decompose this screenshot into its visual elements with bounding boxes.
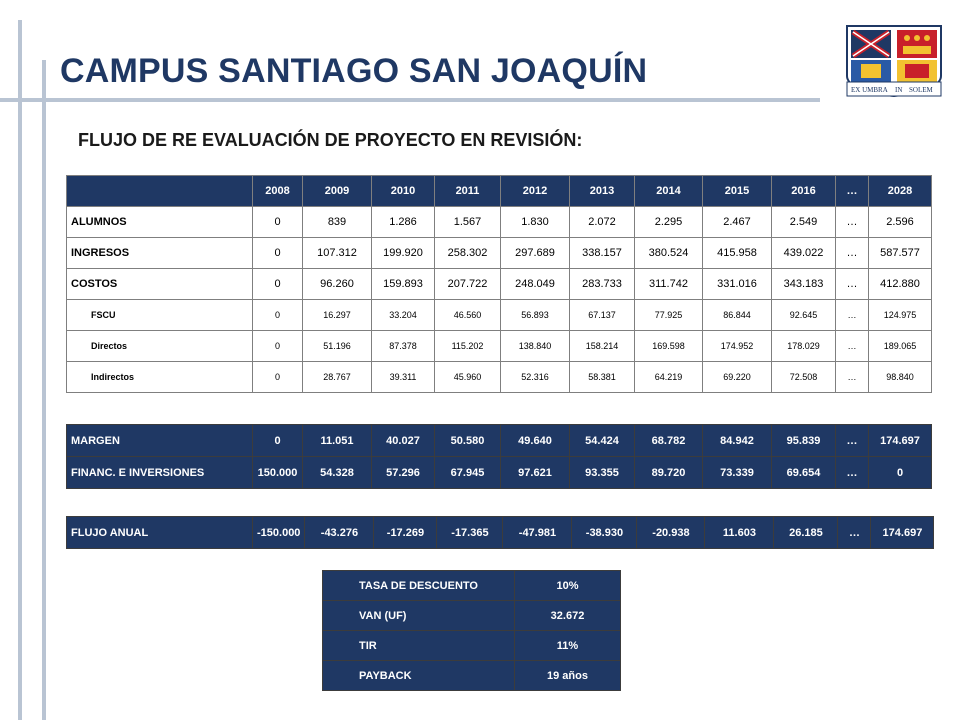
table-cell: … — [836, 425, 869, 457]
table-cell: 258.302 — [435, 238, 501, 269]
table-cell: 0 — [253, 425, 303, 457]
row-label: MARGEN — [67, 425, 253, 457]
summary-label: PAYBACK — [323, 661, 515, 691]
decor-vertical-bar-1 — [18, 20, 22, 720]
table-cell: 40.027 — [372, 425, 435, 457]
table-cell: 283.733 — [570, 269, 635, 300]
table-cell: 28.767 — [303, 362, 372, 393]
row-label: FSCU — [67, 300, 253, 331]
table-cell: 77.925 — [635, 300, 703, 331]
table-cell: 93.355 — [570, 457, 635, 489]
row-label: INGRESOS — [67, 238, 253, 269]
year-header: 2014 — [635, 176, 703, 207]
table-row-directos — [67, 331, 932, 362]
summary-value: 10% — [515, 571, 621, 601]
table-cell: 68.782 — [635, 425, 703, 457]
table-cell: -43.276 — [305, 517, 374, 549]
table-cell: 174.697 — [869, 425, 932, 457]
table-row-flujo-anual — [67, 517, 934, 549]
table-cell: -17.269 — [374, 517, 437, 549]
table-cell: 2.596 — [869, 207, 932, 238]
table-cell: 1.567 — [435, 207, 501, 238]
table-cell: … — [836, 457, 869, 489]
page-subtitle: FLUJO DE RE EVALUACIÓN DE PROYECTO EN REVISIÓN: — [78, 130, 583, 150]
table-cell: 380.524 — [635, 238, 703, 269]
table-cell: 73.339 — [703, 457, 772, 489]
year-header-row — [67, 176, 932, 207]
table-cell: 158.214 — [570, 331, 635, 362]
table-cell: … — [836, 207, 869, 238]
table-cell: 64.219 — [635, 362, 703, 393]
table-cell: 52.316 — [501, 362, 570, 393]
table-cell: 87.378 — [372, 331, 435, 362]
year-header: 2013 — [570, 176, 635, 207]
table-cell: 199.920 — [372, 238, 435, 269]
table-cell: 0 — [253, 238, 303, 269]
table-cell: 89.720 — [635, 457, 703, 489]
table-cell: 0 — [253, 300, 303, 331]
table-cell: 1.830 — [501, 207, 570, 238]
table-cell: -150.000 — [253, 517, 305, 549]
table-cell: 138.840 — [501, 331, 570, 362]
university-crest-logo — [845, 24, 943, 104]
table-cell: 39.311 — [372, 362, 435, 393]
row-label: Directos — [67, 331, 253, 362]
summary-row-tir — [323, 631, 621, 661]
flujo-anual-table — [66, 516, 934, 549]
table-row-margen — [67, 425, 932, 457]
year-header: 2011 — [435, 176, 501, 207]
table-cell: 115.202 — [435, 331, 501, 362]
table-cell: 51.196 — [303, 331, 372, 362]
projection-table — [66, 175, 932, 393]
summary-label: VAN (UF) — [323, 601, 515, 631]
table-cell: 45.960 — [435, 362, 501, 393]
summary-row-van — [323, 601, 621, 631]
table-cell: 33.204 — [372, 300, 435, 331]
table-cell: 107.312 — [303, 238, 372, 269]
table-cell: 54.424 — [570, 425, 635, 457]
summary-row-tasa — [323, 571, 621, 601]
summary-label: TIR — [323, 631, 515, 661]
table-cell: 67.945 — [435, 457, 501, 489]
summary-row-payback — [323, 661, 621, 691]
table-cell: 46.560 — [435, 300, 501, 331]
table-cell: -17.365 — [437, 517, 503, 549]
svg-text:EX UMBRA: EX UMBRA — [851, 86, 888, 94]
table-cell: 72.508 — [772, 362, 836, 393]
year-header: 2009 — [303, 176, 372, 207]
table-cell: 97.621 — [501, 457, 570, 489]
year-header: 2010 — [372, 176, 435, 207]
table-cell: 297.689 — [501, 238, 570, 269]
table-cell: 86.844 — [703, 300, 772, 331]
table-cell: 248.049 — [501, 269, 570, 300]
table-cell: 0 — [253, 331, 303, 362]
table-cell: 311.742 — [635, 269, 703, 300]
table-cell: 2.295 — [635, 207, 703, 238]
row-label: FLUJO ANUAL — [67, 517, 253, 549]
row-label: ALUMNOS — [67, 207, 253, 238]
table-cell: 96.260 — [303, 269, 372, 300]
table-cell: 174.697 — [871, 517, 934, 549]
year-header: 2012 — [501, 176, 570, 207]
table-cell: 0 — [253, 207, 303, 238]
summary-indicators-table — [322, 570, 621, 691]
table-row-alumnos — [67, 207, 932, 238]
table-cell: 189.065 — [869, 331, 932, 362]
table-cell: 1.286 — [372, 207, 435, 238]
summary-value: 32.672 — [515, 601, 621, 631]
table-cell: 67.137 — [570, 300, 635, 331]
table-cell: 338.157 — [570, 238, 635, 269]
svg-text:SOLEM: SOLEM — [909, 86, 933, 94]
table-cell: … — [836, 300, 869, 331]
table-cell: 11.603 — [705, 517, 774, 549]
year-header-empty — [67, 176, 253, 207]
table-cell: 439.022 — [772, 238, 836, 269]
year-header: 2008 — [253, 176, 303, 207]
table-cell: 98.840 — [869, 362, 932, 393]
margin-table — [66, 424, 932, 489]
year-header: 2015 — [703, 176, 772, 207]
row-label: COSTOS — [67, 269, 253, 300]
table-cell: 58.381 — [570, 362, 635, 393]
table-row-financ-inversiones — [67, 457, 932, 489]
table-cell: -20.938 — [637, 517, 705, 549]
table-cell: 2.549 — [772, 207, 836, 238]
row-label: Indirectos — [67, 362, 253, 393]
table-cell: 207.722 — [435, 269, 501, 300]
table-cell: 412.880 — [869, 269, 932, 300]
table-cell: 587.577 — [869, 238, 932, 269]
table-cell: … — [836, 362, 869, 393]
table-cell: 150.000 — [253, 457, 303, 489]
table-row-fscu — [67, 300, 932, 331]
table-cell: 92.645 — [772, 300, 836, 331]
year-header: … — [836, 176, 869, 207]
table-cell: 56.893 — [501, 300, 570, 331]
table-cell: … — [836, 269, 869, 300]
table-cell: 26.185 — [774, 517, 838, 549]
table-cell: 50.580 — [435, 425, 501, 457]
table-cell: 11.051 — [303, 425, 372, 457]
table-row-indirectos — [67, 362, 932, 393]
table-cell: … — [836, 238, 869, 269]
table-cell: 0 — [869, 457, 932, 489]
table-cell: 174.952 — [703, 331, 772, 362]
decor-horizontal-bar — [0, 98, 820, 102]
row-label: FINANC. E INVERSIONES — [67, 457, 253, 489]
table-cell: 57.296 — [372, 457, 435, 489]
table-cell: 69.654 — [772, 457, 836, 489]
summary-value: 19 años — [515, 661, 621, 691]
table-cell: 2.467 — [703, 207, 772, 238]
table-cell: 95.839 — [772, 425, 836, 457]
table-cell: 49.640 — [501, 425, 570, 457]
table-cell: 169.598 — [635, 331, 703, 362]
table-cell: 0 — [253, 362, 303, 393]
table-cell: 839 — [303, 207, 372, 238]
table-cell: -38.930 — [572, 517, 637, 549]
table-cell: 331.016 — [703, 269, 772, 300]
table-cell: 0 — [253, 269, 303, 300]
table-cell: 159.893 — [372, 269, 435, 300]
table-row-costos — [67, 269, 932, 300]
table-cell: 415.958 — [703, 238, 772, 269]
table-cell: -47.981 — [503, 517, 572, 549]
table-cell: … — [836, 331, 869, 362]
page-title: CAMPUS SANTIAGO SAN JOAQUÍN — [60, 52, 648, 90]
summary-value: 11% — [515, 631, 621, 661]
decor-vertical-bar-2 — [42, 60, 46, 720]
year-header: 2028 — [869, 176, 932, 207]
table-cell: 54.328 — [303, 457, 372, 489]
table-row-ingresos — [67, 238, 932, 269]
svg-text:IN: IN — [895, 86, 903, 94]
table-cell: 84.942 — [703, 425, 772, 457]
summary-label: TASA DE DESCUENTO — [323, 571, 515, 601]
table-cell: 2.072 — [570, 207, 635, 238]
table-cell: 16.297 — [303, 300, 372, 331]
table-cell: 69.220 — [703, 362, 772, 393]
table-cell: 178.029 — [772, 331, 836, 362]
table-cell: … — [838, 517, 871, 549]
table-cell: 124.975 — [869, 300, 932, 331]
year-header: 2016 — [772, 176, 836, 207]
table-cell: 343.183 — [772, 269, 836, 300]
